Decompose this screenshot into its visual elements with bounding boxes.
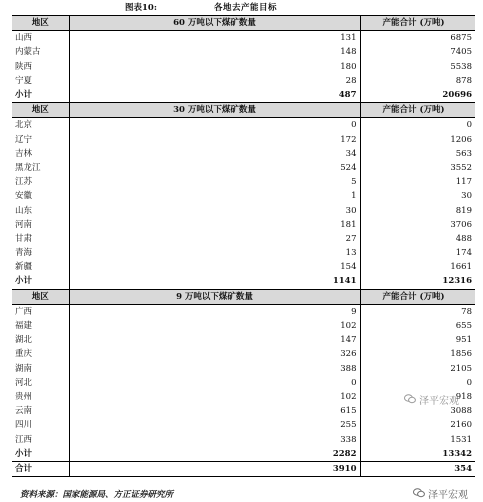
table-row-cell-2: 147	[69, 333, 360, 347]
table-row-cell-2: 13	[69, 246, 360, 260]
table-row-cell-1: 重庆	[12, 347, 69, 361]
table-row	[12, 376, 475, 390]
section-header-cell-1: 地区	[12, 16, 69, 31]
table-row-cell-3: 3088	[450, 406, 472, 417]
table-row-cell-2: 338	[69, 432, 360, 446]
table-row-cell-1: 贵州	[12, 390, 69, 404]
table-row-cell-1: 河南	[12, 218, 69, 232]
table-row-cell-2: 524	[69, 161, 360, 175]
table-row-cell-1: 湖北	[12, 333, 69, 347]
table-row-cell-1: 四川	[12, 418, 69, 432]
watermark-bottom	[413, 486, 468, 500]
table-row-cell-2: 0	[69, 118, 360, 133]
table-row	[12, 189, 475, 203]
table-row-cell-3: 655	[455, 321, 472, 332]
table-row-cell-1: 青海	[12, 246, 69, 260]
table-row-cell-1: 广西	[12, 304, 69, 319]
table-row-cell-2: 172	[69, 133, 360, 147]
table-row	[12, 246, 475, 260]
subtotal-row-cell-1: 小计	[12, 447, 69, 462]
table-row	[12, 31, 475, 46]
table-row-cell-3: 3706	[450, 219, 472, 230]
table-row-cell-3: 2105	[450, 363, 472, 374]
section-header	[12, 16, 475, 31]
table-row-cell-2: 1	[69, 189, 360, 203]
table-row	[12, 362, 475, 376]
table-row	[12, 418, 475, 432]
table-row-cell-2: 131	[69, 31, 360, 46]
section-header-cell-2: 30 万吨以下煤矿数量	[69, 103, 360, 118]
subtotal-row-cell-3: 13342	[360, 447, 475, 462]
wechat-icon	[404, 394, 416, 404]
subtotal-row-cell-2: 1141	[69, 274, 360, 289]
table-row-cell-2: 102	[69, 390, 360, 404]
capacity-table	[12, 15, 475, 477]
watermark	[404, 392, 459, 406]
table-row-cell-3: 78	[461, 306, 472, 317]
figure-caption	[0, 1, 483, 13]
table-row-cell-1: 北京	[12, 118, 69, 133]
table-row-cell-1: 安徽	[12, 189, 69, 203]
table-row-cell-1: 福建	[12, 319, 69, 333]
table-row-cell-3: 563	[455, 148, 472, 159]
table-row-cell-2: 615	[69, 404, 360, 418]
table-row	[12, 260, 475, 274]
table-row-cell-1: 黑龙江	[12, 161, 69, 175]
table-row-cell-3: 819	[455, 205, 472, 216]
table-row-cell-3: 30	[461, 191, 472, 202]
table-row-cell-1: 江苏	[12, 175, 69, 189]
table-row-cell-3: 3552	[450, 162, 472, 173]
source-note: 资料来源：国家能源局、方正证券研究所	[20, 490, 174, 500]
table-row-cell-1: 甘肃	[12, 232, 69, 246]
table-row-cell-2: 388	[69, 362, 360, 376]
table-row-cell-3: 1531	[450, 434, 472, 445]
table-row-cell-2: 180	[69, 60, 360, 74]
table-row-cell-2: 9	[69, 304, 360, 319]
table-row	[12, 432, 475, 446]
subtotal-row-cell-1: 小计	[12, 274, 69, 289]
table-row-cell-1: 江西	[12, 432, 69, 446]
table-row	[12, 232, 475, 246]
watermark-text: 泽平宏观	[428, 489, 468, 501]
figure-number: 图表10:	[125, 3, 157, 13]
table-row-cell-2: 5	[69, 175, 360, 189]
table-row-cell-3: 5538	[450, 61, 472, 72]
table-row-cell-3: 7405	[450, 47, 472, 58]
table-row-cell-2: 181	[69, 218, 360, 232]
table-row-cell-3: 0	[466, 377, 472, 388]
table-row	[12, 218, 475, 232]
table-row-cell-2: 255	[69, 418, 360, 432]
section-header-cell-3: 产能合计 (万吨)	[360, 289, 475, 304]
subtotal-row	[12, 274, 475, 289]
table-row-cell-3: 6875	[450, 33, 472, 44]
table-row-cell-3: 918	[455, 391, 472, 402]
table-row-cell-1: 河北	[12, 376, 69, 390]
table-row	[12, 161, 475, 175]
table-row	[12, 319, 475, 333]
table-row-cell-2: 0	[69, 376, 360, 390]
table-row	[12, 45, 475, 59]
section-header-cell-2: 60 万吨以下煤矿数量	[69, 16, 360, 31]
table-row	[12, 404, 475, 418]
table-row	[12, 333, 475, 347]
table-row-cell-2: 326	[69, 347, 360, 361]
subtotal-row-cell-2: 487	[69, 88, 360, 103]
table-row-cell-2: 28	[69, 74, 360, 88]
table-row-cell-1: 湖南	[12, 362, 69, 376]
table-row-cell-3: 1206	[450, 134, 472, 145]
table-row-cell-2: 34	[69, 147, 360, 161]
total-row	[12, 461, 475, 476]
table-row-cell-2: 27	[69, 232, 360, 246]
table-row-cell-3: 0	[466, 120, 472, 131]
wechat-icon	[413, 488, 425, 498]
table-row-cell-2: 154	[69, 260, 360, 274]
table-row	[12, 175, 475, 189]
subtotal-row-cell-2: 2282	[69, 447, 360, 462]
table-row	[12, 60, 475, 74]
table-row-cell-1: 新疆	[12, 260, 69, 274]
subtotal-row-cell-3: 20696	[360, 88, 475, 103]
table-row	[12, 118, 475, 133]
subtotal-row-cell-3: 12316	[360, 274, 475, 289]
table-row-cell-1: 山西	[12, 31, 69, 46]
section-header-cell-2: 9 万吨以下煤矿数量	[69, 289, 360, 304]
table-row-cell-3: 878	[455, 75, 472, 86]
table-row-cell-3: 1661	[450, 262, 472, 273]
table-row-cell-1: 吉林	[12, 147, 69, 161]
watermark-text: 泽平宏观	[419, 395, 459, 407]
section-header	[12, 103, 475, 118]
table-row-cell-3: 117	[455, 177, 472, 188]
section-header-cell-1: 地区	[12, 289, 69, 304]
section-header-cell-1: 地区	[12, 103, 69, 118]
table-row-cell-2: 148	[69, 45, 360, 59]
section-header-cell-3: 产能合计 (万吨)	[360, 16, 475, 31]
capacity-table-body	[12, 16, 475, 477]
table-row-cell-3: 951	[455, 335, 472, 346]
total-row-cell-1: 合计	[12, 461, 69, 476]
table-row-cell-1: 陕西	[12, 60, 69, 74]
table-row-cell-1: 辽宁	[12, 133, 69, 147]
table-row	[12, 203, 475, 217]
table-row-cell-1: 内蒙古	[12, 45, 69, 59]
table-row-cell-2: 30	[69, 203, 360, 217]
table-row-cell-3: 2160	[450, 420, 472, 431]
section-header-cell-3: 产能合计 (万吨)	[360, 103, 475, 118]
total-row-cell-3: 354	[360, 461, 475, 476]
table-row-cell-3: 488	[455, 233, 472, 244]
table-row-cell-1: 云南	[12, 404, 69, 418]
section-header	[12, 289, 475, 304]
table-row-cell-3: 174	[455, 248, 472, 259]
subtotal-row-cell-1: 小计	[12, 88, 69, 103]
table-row-cell-3: 1856	[450, 349, 472, 360]
subtotal-row	[12, 447, 475, 462]
figure-title: 各地去产能目标	[214, 3, 278, 13]
table-row-cell-2: 102	[69, 319, 360, 333]
table-row	[12, 147, 475, 161]
table-row	[12, 74, 475, 88]
table-row	[12, 133, 475, 147]
subtotal-row	[12, 88, 475, 103]
table-row	[12, 304, 475, 319]
table-row	[12, 347, 475, 361]
total-row-cell-2: 3910	[69, 461, 360, 476]
table-row-cell-1: 宁夏	[12, 74, 69, 88]
table-row-cell-1: 山东	[12, 203, 69, 217]
